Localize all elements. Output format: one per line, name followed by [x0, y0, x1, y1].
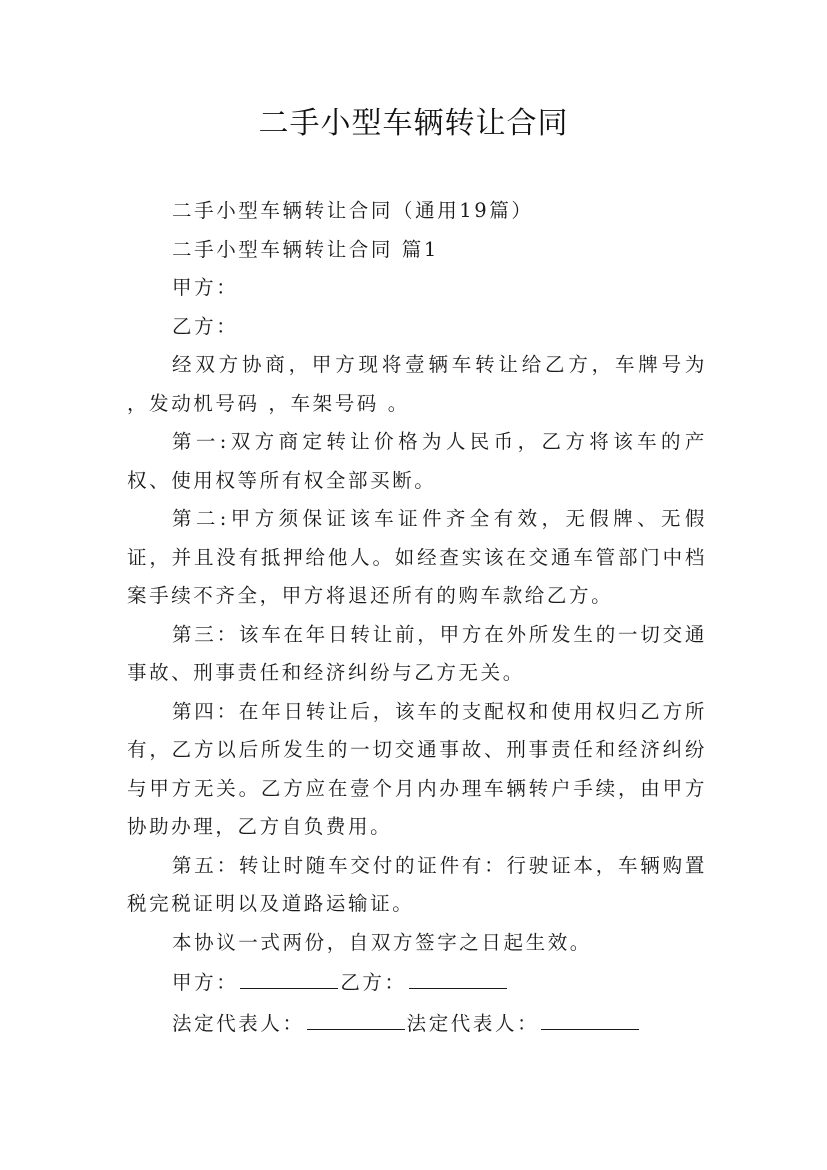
- clause-3-paragraph: 第三：该车在年日转让前，甲方在外所发生的一切交通事故、刑事责任和经济纠纷与乙方无关。: [127, 622, 707, 684]
- subtitle-line: 二手小型车辆转让合同（通用19篇）: [172, 199, 534, 222]
- effect-paragraph: 本协议一式两份，自双方签字之日起生效。: [172, 930, 592, 954]
- sign-a-label: 甲方：: [172, 971, 239, 994]
- rep-a-blank: [307, 1003, 405, 1030]
- party-a-line: 甲方：: [172, 276, 239, 299]
- document-body: [127, 192, 707, 1043]
- clause-1-paragraph: 第一:双方商定转让价格为人民币，乙方将该车的产权、使用权等所有权全部买断。: [127, 430, 707, 492]
- rep-b-blank: [541, 1003, 639, 1030]
- party-b-line: 乙方：: [172, 314, 239, 338]
- intro-paragraph: 经双方协商，甲方现将壹辆车转让给乙方，车牌号为 ，发动机号码 ，车架号码 。: [127, 353, 707, 415]
- sign-b-label: 乙方：: [340, 971, 407, 994]
- rep-a-label: 法定代表人：: [172, 1011, 305, 1035]
- clause-2-paragraph: 第二:甲方须保证该车证件齐全有效，无假牌、无假证，并且没有抵押给他人。如经查实该在交通车管部门中档案手续不齐全，甲方将退还所有的购车款给乙方。: [127, 507, 707, 607]
- clause-5-paragraph: 第五：转让时随车交付的证件有：行驶证本，车辆购置税完税证明以及道路运输证。: [127, 853, 707, 915]
- rep-b-label: 法定代表人：: [406, 1011, 540, 1035]
- document-title: 二手小型车辆转让合同: [258, 106, 569, 141]
- sign-b-blank: [409, 962, 507, 989]
- sign-a-blank: [240, 962, 338, 989]
- section-heading: 二手小型车辆转让合同 篇1: [172, 237, 439, 261]
- signature-line: [127, 962, 707, 1003]
- clause-4-paragraph: 第四：在年日转让后，该车的支配权和使用权归乙方所有，乙方以后所发生的一切交通事故、刑事责任和经济纠纷与甲方无关。乙方应在壹个月内办理车辆转户手续，由甲方协助办理，乙方自负费用。: [127, 699, 707, 838]
- representative-line: [127, 1003, 707, 1044]
